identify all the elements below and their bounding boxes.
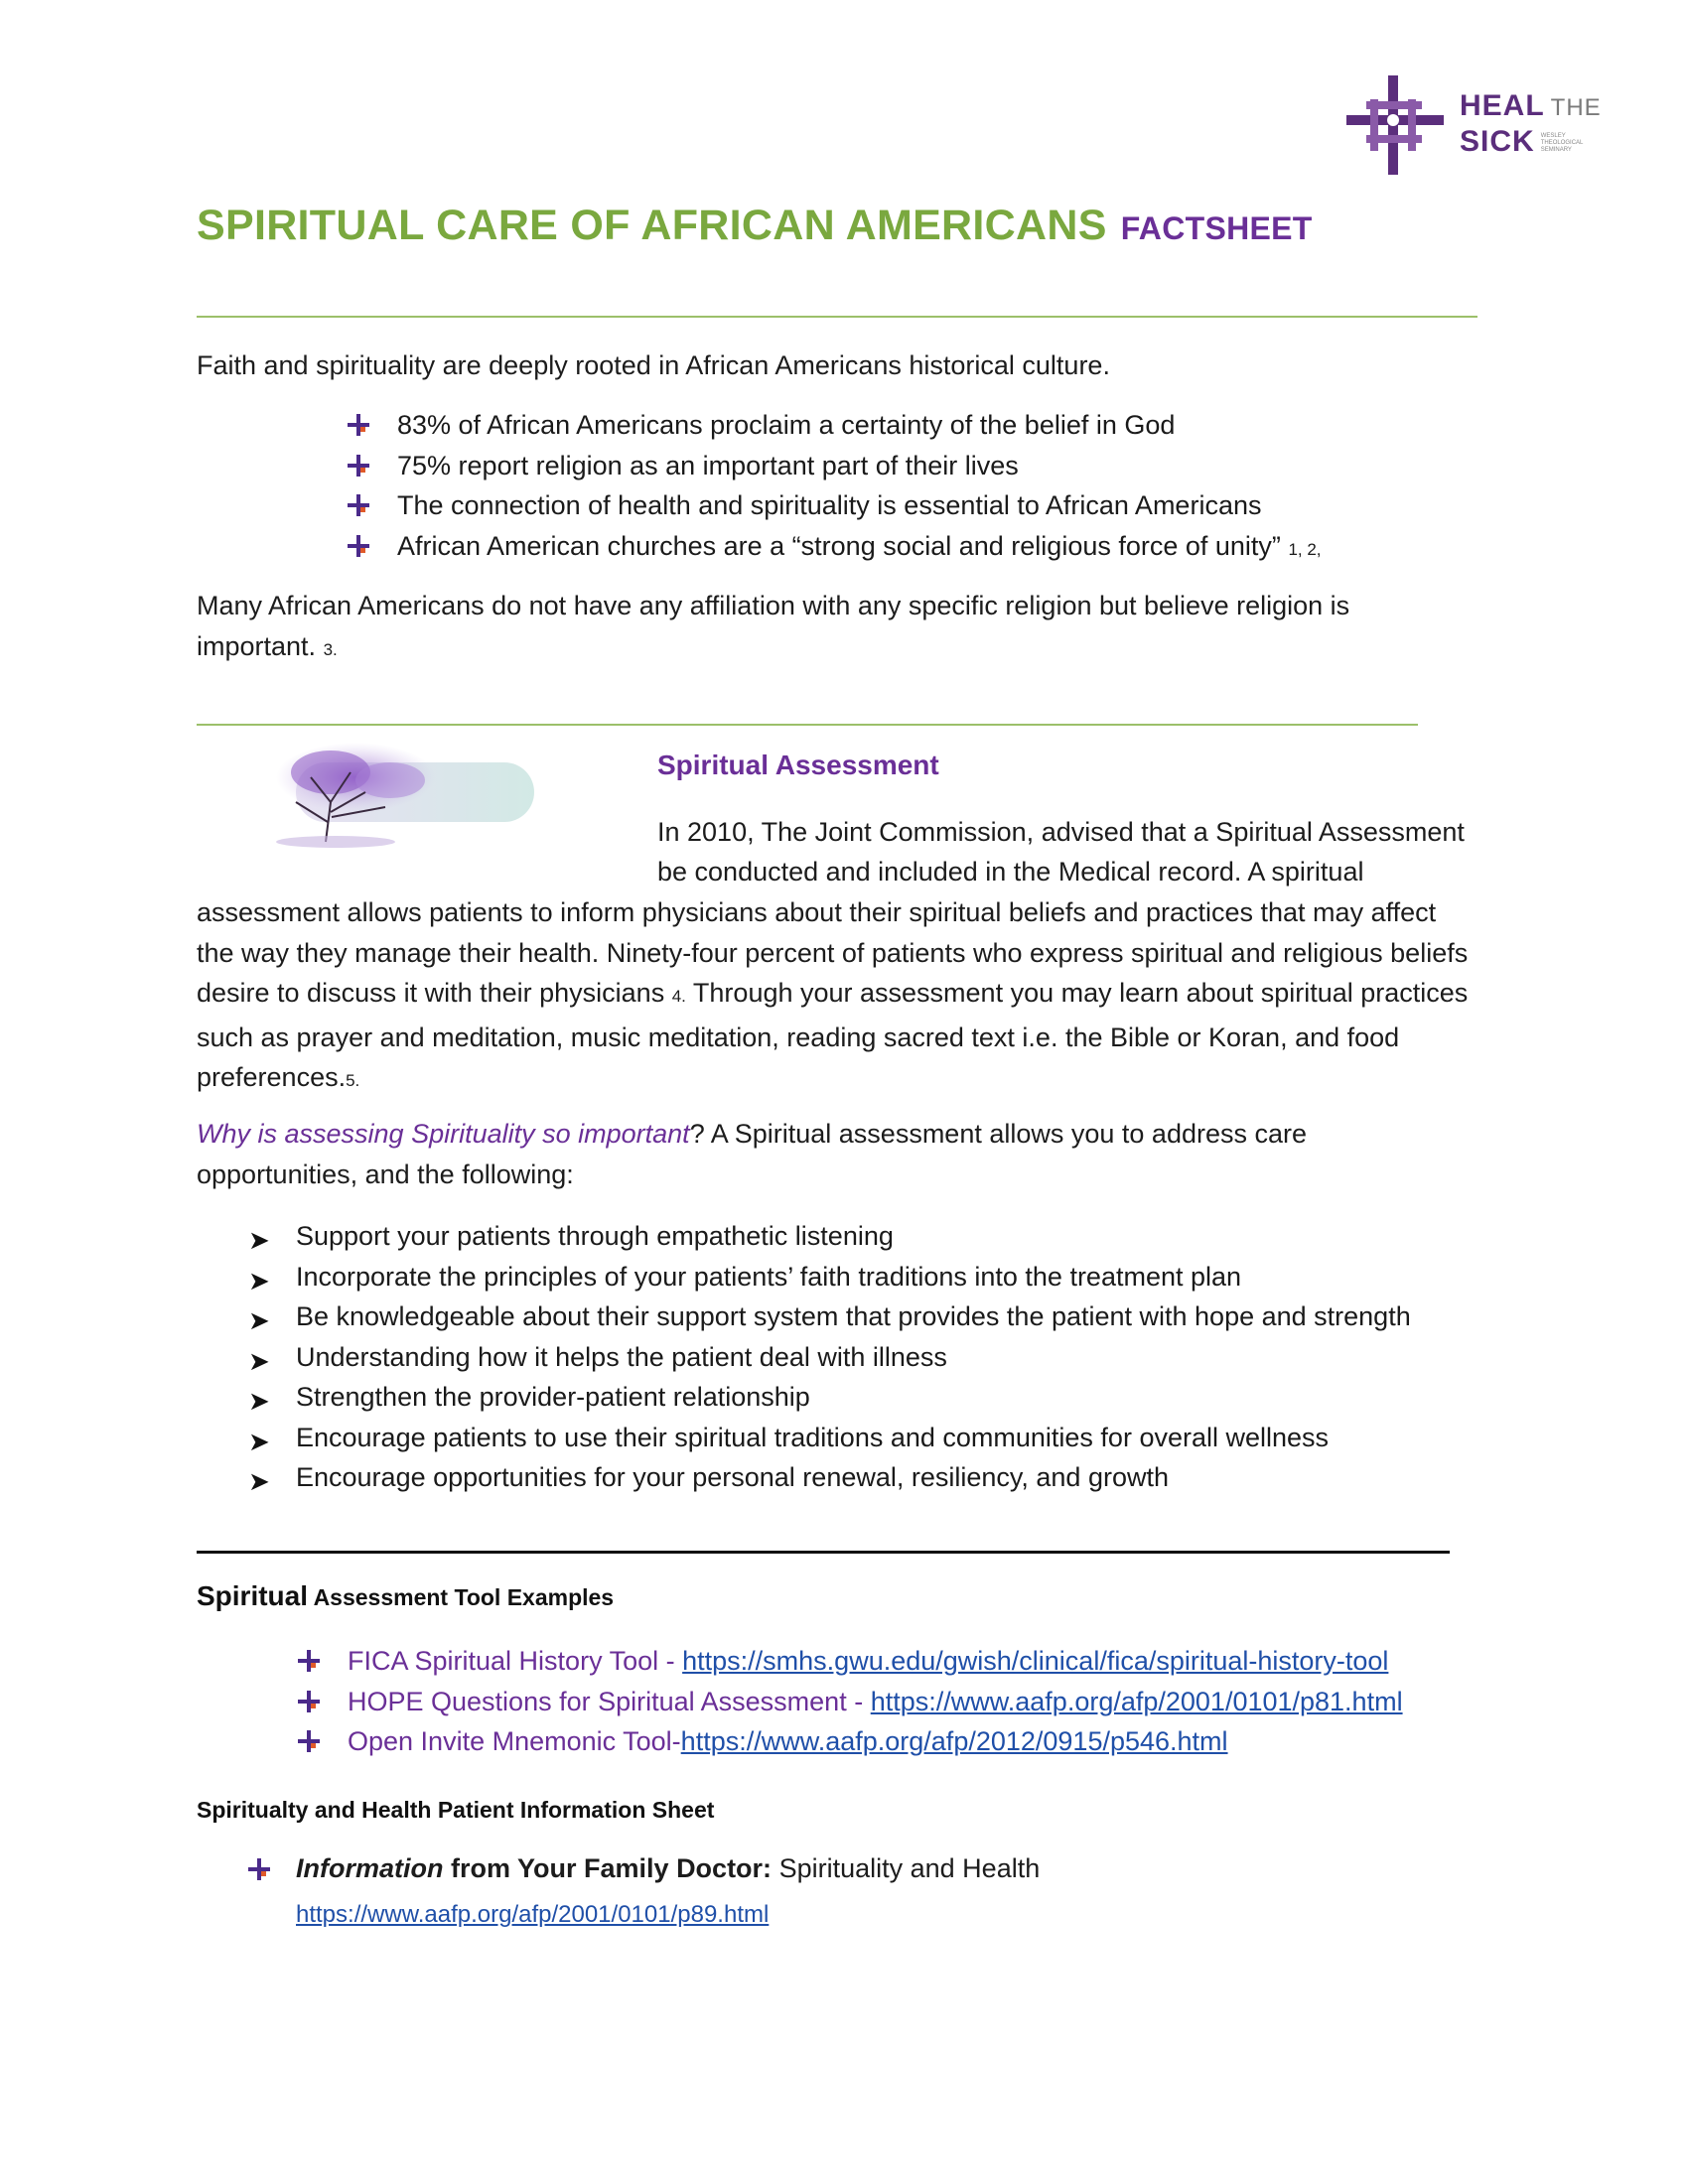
cross-bullet-icon <box>298 1691 320 1712</box>
list-item <box>298 1682 1403 1722</box>
list-item: ➤ Encourage patients to use their spiritual traditions and communities for overall wellness <box>248 1418 1411 1458</box>
list-item: ➤ Support your patients through empathetic listening <box>248 1216 1411 1257</box>
logo-sick: SICK <box>1460 125 1535 158</box>
list-item: ➤ Incorporate the principles of your patients’ faith traditions into the treatment plan <box>248 1257 1411 1297</box>
patient-info-item: Information from Your Family Doctor: Spirituality and Health <box>248 1848 1040 1889</box>
section-divider <box>197 724 1418 726</box>
list-item: ➤ Understanding how it helps the patient deal with illness <box>248 1337 1411 1378</box>
black-divider <box>197 1551 1450 1554</box>
logo-the: THE <box>1550 94 1602 121</box>
reference-number: 5. <box>346 1071 360 1090</box>
cross-bullet-icon <box>298 1730 320 1752</box>
title-factsheet: FACTSHEET <box>1120 210 1313 246</box>
reference-number: 3. <box>323 639 338 659</box>
assessment-line-2: be conducted and included in the Medical record. A spiritual <box>657 857 1364 887</box>
spiritual-assessment-heading: Spiritual Assessment <box>657 750 939 780</box>
tool-name: FICA Spiritual History Tool - <box>348 1646 675 1676</box>
list-item: 75% report religion as an important part of their lives <box>348 446 1322 486</box>
assessment-body: assessment allows patients to inform physicians about their spiritual beliefs and practices that may affect the way they manage their health. Ninety-four percent of patients who express spiritual and religious beliefs desire to discuss it with their physicians 4. Through your assessment you may learn about spiritual practices such as prayer and meditation, music meditation, reading sacred text i.e. the Bible or Koran, and food preferences.5. <box>197 897 1469 1092</box>
patient-sheet-heading: Spiritualty and Health Patient Information Sheet <box>197 1797 715 1823</box>
tool-name: HOPE Questions for Spiritual Assessment - <box>348 1686 864 1716</box>
heal-the-sick-logo <box>1340 71 1618 181</box>
arrow-bullet-icon: ➤ <box>248 1265 270 1296</box>
benefits-list <box>248 1216 1411 1498</box>
cross-bullet-icon <box>348 535 369 557</box>
page-title <box>197 202 1313 250</box>
arrow-bullet-icon: ➤ <box>248 1466 270 1496</box>
why-paragraph: Why is assessing Spirituality so important? A Spiritual assessment allows you to address care opportunities, and the following: <box>197 1119 1308 1189</box>
title-main: SPIRITUAL CARE OF AFRICAN AMERICANS <box>197 202 1107 249</box>
title-divider <box>197 316 1477 318</box>
tool-name: Open Invite Mnemonic Tool- <box>348 1726 681 1756</box>
intro-paragraph: Faith and spirituality are deeply rooted in African Americans historical culture. <box>197 350 1110 380</box>
arrow-bullet-icon: ➤ <box>248 1225 270 1255</box>
cross-bullet-icon <box>348 455 369 477</box>
reference-number: 1, 2, <box>1288 539 1322 559</box>
list-item: 83% of African Americans proclaim a certainty of the belief in God <box>348 405 1322 446</box>
cross-bullet-icon <box>348 494 369 516</box>
why-question: Why is assessing Spirituality so important <box>197 1119 690 1149</box>
logo-tagline: WESLEY THEOLOGICAL SEMINARY <box>1540 132 1584 153</box>
cross-bullet-icon <box>298 1650 320 1672</box>
assessment-line-1: In 2010, The Joint Commission, advised that a Spiritual Assessment <box>657 817 1465 847</box>
reference-number: 4. <box>671 987 686 1006</box>
list-item <box>298 1721 1403 1762</box>
cross-bullet-icon <box>248 1858 270 1880</box>
cross-bullet-icon <box>348 414 369 436</box>
facts-list <box>348 405 1322 570</box>
arrow-bullet-icon: ➤ <box>248 1386 270 1416</box>
arrow-bullet-icon: ➤ <box>248 1305 270 1335</box>
list-item: ➤ Be knowledgeable about their support system that provides the patient with hope and strength <box>248 1297 1411 1337</box>
patient-info-link[interactable]: https://www.aafp.org/afp/2001/0101/p89.html <box>296 1901 770 1928</box>
list-item: ➤ Strengthen the provider-patient relationship <box>248 1377 1411 1418</box>
list-item: The connection of health and spirituality is essential to African Americans <box>348 485 1322 526</box>
open-invite-link[interactable]: https://www.aafp.org/afp/2012/0915/p546.html <box>680 1726 1228 1756</box>
list-item: African American churches are a “strong social and religious force of unity” 1, 2, <box>348 526 1322 571</box>
list-item <box>298 1641 1403 1682</box>
tools-list <box>298 1641 1403 1762</box>
tree-illustration <box>256 733 534 852</box>
arrow-bullet-icon: ➤ <box>248 1345 270 1376</box>
arrow-bullet-icon: ➤ <box>248 1426 270 1456</box>
list-item: ➤ Encourage opportunities for your personal renewal, resiliency, and growth <box>248 1457 1411 1498</box>
tools-heading: Spiritual Assessment Tool Examples <box>197 1580 615 1611</box>
cross-logo-icon <box>1340 71 1450 181</box>
logo-heal: HEAL <box>1460 89 1545 122</box>
hope-questions-link[interactable]: https://www.aafp.org/afp/2001/0101/p81.html <box>870 1686 1403 1716</box>
affiliation-paragraph: Many African Americans do not have any affiliation with any specific religion but believe religion is important. 3. <box>197 591 1350 661</box>
fica-tool-link[interactable]: https://smhs.gwu.edu/gwish/clinical/fica/spiritual-history-tool <box>682 1646 1389 1676</box>
